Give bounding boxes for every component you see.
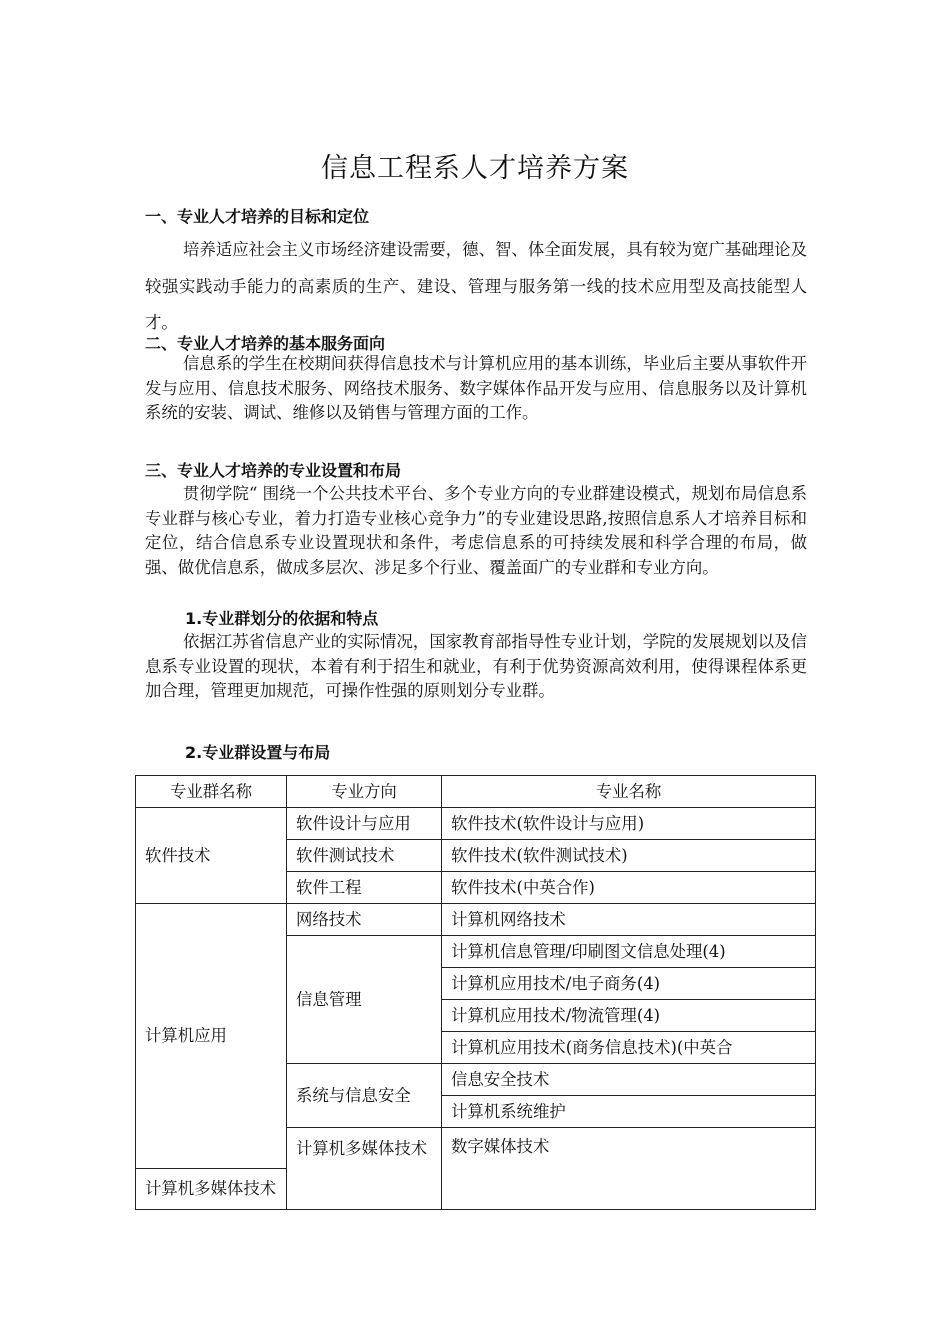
major-cell: 计算机应用技术/物流管理(4): [442, 1000, 816, 1032]
document-title: 信息工程系人才培养方案: [321, 153, 629, 184]
header-major-name: 专业名称: [442, 776, 816, 808]
section-1-heading: 一、专业人才培养的目标和定位: [145, 207, 370, 226]
header-direction: 专业方向: [287, 776, 442, 808]
section-2-heading: 二、专业人才培养的基本服务面向: [145, 334, 386, 353]
table-row: [136, 904, 816, 936]
major-cell: 计算机应用技术/电子商务(4): [442, 968, 816, 1000]
major-cell: 软件技术(中英合作): [442, 872, 816, 904]
direction-cell: 软件测试技术: [287, 840, 442, 872]
section-1-body: 培养适应社会主义市场经济建设需要，德、智、体全面发展，具有较为宽广基础理论及较强实践动手能力的高素质的生产、建设、管理与服务第一线的技术应用型及高技能型人才。: [145, 240, 807, 332]
direction-cell: 系统与信息安全: [287, 1064, 442, 1128]
group-name-cell: 软件技术: [136, 808, 287, 904]
group-name-cell: 计算机多媒体技术: [287, 1128, 442, 1210]
section-3-body: 贯彻学院“ 围绕一个公共技术平台、多个专业方向的专业群建设模式，规划布局信息系专业群与核心专业，着力打造专业核心竞争力”的专业建设思路,按照信息系人才培养目标和定位，结合信息系专业设置现状和条件，考虑信息系的可持续发展和科学合理的布局，做强、做优信息系，做成多层次、涉足多个行业、覆盖面广的专业群和专业方向。: [145, 484, 807, 577]
section-3-heading: 三、专业人才培养的专业设置和布局: [145, 461, 402, 480]
major-cell: 计算机应用技术(商务信息技术)(中英合: [442, 1032, 816, 1064]
subsection-1-body: 依据江苏省信息产业的实际情况，国家教育部指导性专业计划，学院的发展规划以及信息系专业设置的现状，本着有利于招生和就业，有利于优势资源高效利用，使得课程体系更加合理，管理更加规范，可操作性强的原则划分专业群。: [145, 632, 807, 700]
header-group-name: 专业群名称: [136, 776, 287, 808]
subsection-2-heading: 2.专业群设置与布局: [185, 743, 331, 762]
major-cell: 计算机信息管理/印刷图文信息处理(4): [442, 936, 816, 968]
major-cell: 计算机多媒体技术: [136, 1169, 287, 1210]
major-cell: 计算机系统维护: [442, 1096, 816, 1128]
major-cell: 计算机网络技术: [442, 904, 816, 936]
table-header-row: [136, 776, 816, 808]
group-name-cell: 计算机应用: [136, 904, 287, 1169]
major-cell: 软件技术(软件测试技术): [442, 840, 816, 872]
section-2-body: 信息系的学生在校期间获得信息技术与计算机应用的基本训练，毕业后主要从事软件开发与应用、信息技术服务、网络技术服务、数字媒体作品开发与应用、信息服务以及计算机系统的安装、调试、维修以及销售与管理方面的工作。: [145, 354, 807, 422]
direction-cell: 软件设计与应用: [287, 808, 442, 840]
major-group-table: [135, 775, 816, 1210]
major-cell: 信息安全技术: [442, 1064, 816, 1096]
direction-cell: 数字媒体技术: [442, 1128, 816, 1210]
direction-cell: 信息管理: [287, 936, 442, 1064]
subsection-1-heading: 1.专业群划分的依据和特点: [185, 609, 379, 628]
table-row: [136, 808, 816, 840]
direction-cell: 软件工程: [287, 872, 442, 904]
direction-cell: 网络技术: [287, 904, 442, 936]
major-cell: 软件技术(软件设计与应用): [442, 808, 816, 840]
